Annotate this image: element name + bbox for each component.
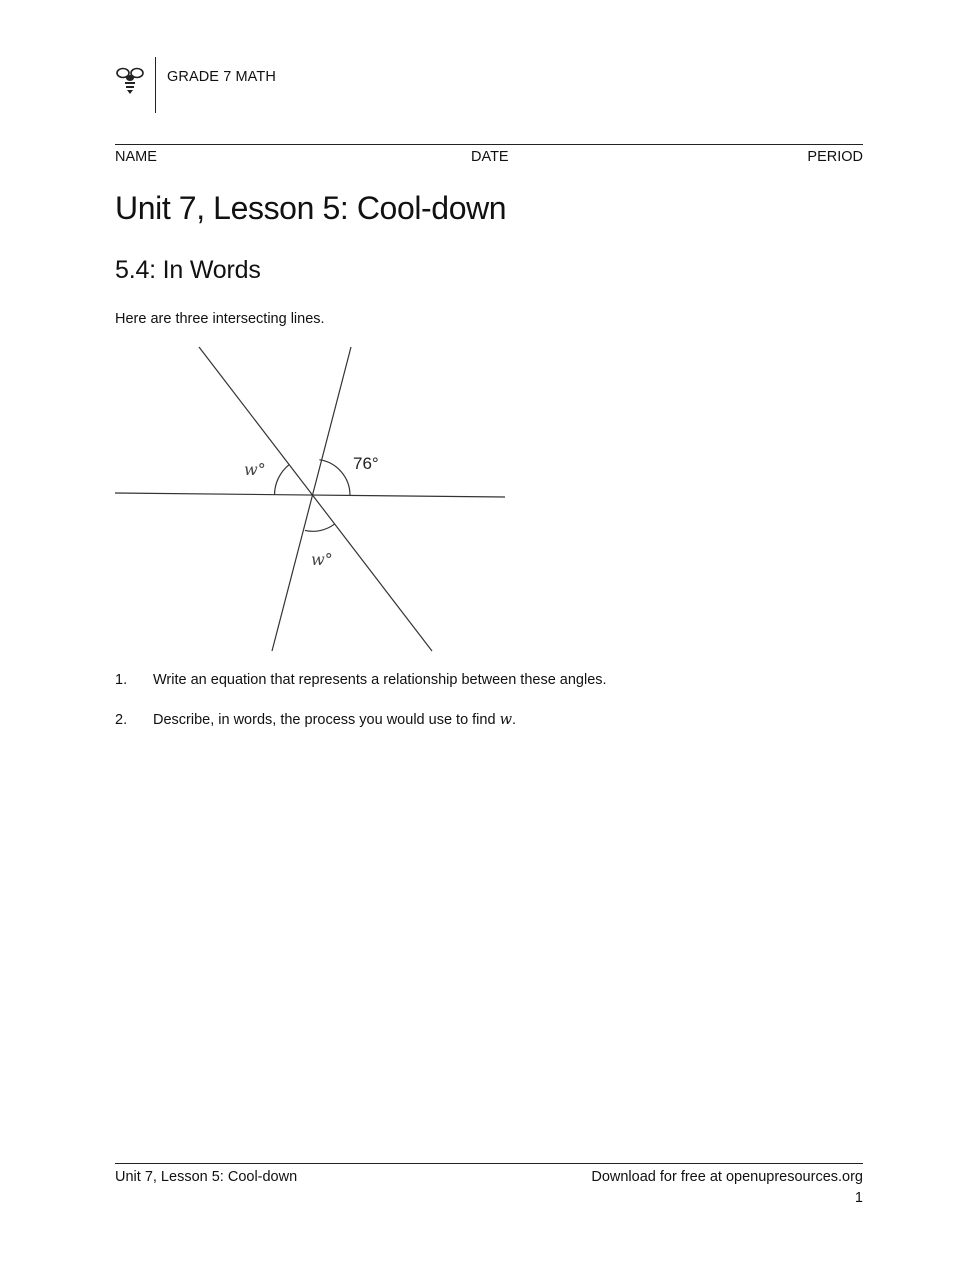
arc-w-top: [275, 465, 290, 495]
arc-76: [319, 460, 350, 495]
section-title: 5.4: In Words: [115, 256, 261, 284]
intersecting-lines-figure: [110, 340, 510, 655]
page-number: 1: [854, 1190, 863, 1206]
bee-logo-icon: [114, 64, 146, 96]
footer-lesson-label: Unit 7, Lesson 5: Cool-down: [115, 1169, 298, 1185]
question-number: 1.: [115, 672, 128, 688]
angle-label-76: 76°: [353, 454, 379, 473]
angle-label-w-bottom: w°: [311, 550, 333, 569]
footer-download-label: Download for free at openupresources.org: [591, 1169, 863, 1185]
diagonal-line: [199, 347, 432, 651]
grade-label: GRADE 7 MATH: [167, 69, 276, 85]
bottom-rule: [115, 1163, 863, 1164]
question-variable: w: [499, 712, 512, 728]
section-intro: Here are three intersecting lines.: [115, 311, 325, 327]
question-text-before: Describe, in words, the process you would use to find: [153, 712, 500, 728]
arc-w-bottom: [305, 524, 334, 531]
name-field-label: NAME: [115, 149, 157, 165]
question-text: [153, 712, 516, 728]
top-rule: [115, 144, 863, 145]
question-text: Write an equation that represents a relationship between these angles.: [153, 672, 607, 688]
angle-label-w-top: w°: [244, 460, 266, 479]
period-field-label: PERIOD: [807, 149, 863, 165]
date-field-label: DATE: [471, 149, 509, 165]
question-text-after: .: [512, 712, 517, 728]
steep-line: [272, 347, 351, 651]
header-divider: [155, 57, 156, 113]
question-number: 2.: [115, 712, 128, 728]
horizontal-line: [115, 493, 505, 497]
page-title: Unit 7, Lesson 5: Cool-down: [115, 190, 507, 226]
